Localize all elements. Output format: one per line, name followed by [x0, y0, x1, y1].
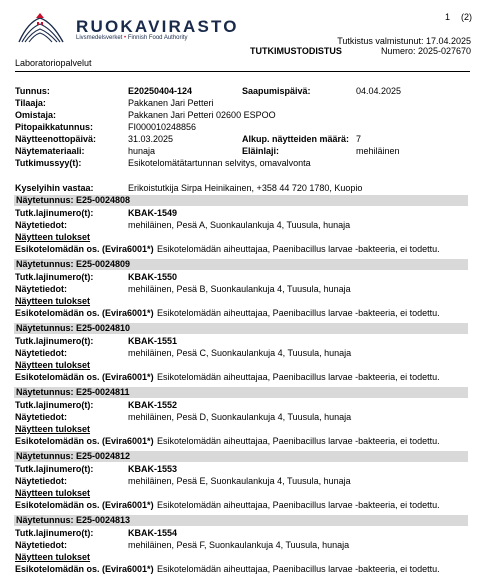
- naytteenotto-value: 31.03.2025: [128, 134, 174, 144]
- tulokset-heading: Näytteen tulokset: [15, 232, 91, 242]
- naytteenotto-label: Näytteenottopäivä:: [15, 134, 97, 144]
- elainlaji-value: mehiläinen: [356, 146, 400, 156]
- naytetiedot-label: Näytetiedot:: [15, 220, 68, 230]
- sample-header-bar: [14, 195, 468, 206]
- result-value: Esikotelomädän aiheuttajaa, Paenibacillus larvae -bakteeria, ei todettu.: [157, 308, 440, 318]
- naytetiedot-value: mehiläinen, Pesä A, Suonkaulankuja 4, Tuusula, hunaja: [128, 220, 351, 230]
- kbak-value: KBAK-1551: [128, 336, 178, 346]
- materiaali-value: hunaja: [128, 146, 156, 156]
- result-label: Esikotelomädän os. (Evira6001*): [15, 308, 154, 318]
- elainlaji-label: Eläinlaji:: [242, 146, 280, 156]
- naytetiedot-label: Näytetiedot:: [15, 540, 68, 550]
- tunnus-value: E20250404-124: [128, 86, 193, 96]
- page-total: (2): [461, 12, 472, 22]
- sample-id: Näytetunnus: E25-0024809: [16, 259, 131, 269]
- lajinumero-label: Tutk.lajinumero(t):: [15, 336, 94, 346]
- sample-header-bar: [14, 323, 468, 334]
- page-number: 1: [445, 12, 451, 22]
- result-label: Esikotelomädän os. (Evira6001*): [15, 244, 154, 254]
- tilaaja-label: Tilaaja:: [15, 98, 46, 108]
- alkup-value: 7: [356, 134, 362, 144]
- kbak-value: KBAK-1554: [128, 528, 178, 538]
- lajinumero-label: Tutk.lajinumero(t):: [15, 272, 94, 282]
- naytetiedot-value: mehiläinen, Pesä E, Suonkaulankuja 4, Tuusula, hunaja: [128, 476, 351, 486]
- result-value: Esikotelomädän aiheuttajaa, Paenibacillus larvae -bakteeria, ei todettu.: [157, 244, 440, 254]
- kysely-value: Erikoistutkija Sirpa Heinikainen, +358 44 720 1780, Kuopio: [128, 183, 363, 193]
- kbak-value: KBAK-1549: [128, 208, 178, 218]
- tutkimussyy-label: Tutkimussyy(t):: [15, 158, 82, 168]
- sample-id: Näytetunnus: E25-0024812: [16, 451, 131, 461]
- document-number: Numero: 2025-027670: [380, 46, 471, 56]
- department: Laboratoriopalvelut: [15, 58, 92, 68]
- alkup-label: Alkup. näytteiden määrä:: [242, 134, 350, 144]
- pitopaikka-label: Pitopaikkatunnus:: [15, 122, 94, 132]
- ruokavirasto-logo-icon: [16, 12, 66, 44]
- sample-id: Näytetunnus: E25-0024813: [16, 515, 131, 525]
- result-label: Esikotelomädän os. (Evira6001*): [15, 372, 154, 382]
- tulokset-heading: Näytteen tulokset: [15, 424, 91, 434]
- lajinumero-label: Tutk.lajinumero(t):: [15, 464, 94, 474]
- naytetiedot-value: mehiläinen, Pesä D, Suonkaulankuja 4, Tuusula, hunaja: [128, 412, 352, 422]
- result-label: Esikotelomädän os. (Evira6001*): [15, 500, 154, 510]
- tulokset-heading: Näytteen tulokset: [15, 552, 91, 562]
- brand-name: RUOKAVIRASTO: [76, 17, 239, 36]
- naytetiedot-value: mehiläinen, Pesä B, Suonkaulankuja 4, Tuusula, hunaja: [128, 284, 351, 294]
- tulokset-heading: Näytteen tulokset: [15, 488, 91, 498]
- result-value: Esikotelomädän aiheuttajaa, Paenibacillus larvae -bakteeria, ei todettu.: [157, 436, 440, 446]
- lajinumero-label: Tutk.lajinumero(t):: [15, 400, 94, 410]
- completed-date: Tutkistus valmistunut: 17.04.2025: [337, 36, 471, 46]
- kbak-value: KBAK-1553: [128, 464, 178, 474]
- brand-subtitle: Livsmedelsverket • Finnish Food Authority: [76, 35, 188, 41]
- naytetiedot-label: Näytetiedot:: [15, 348, 68, 358]
- header-divider: [15, 71, 470, 72]
- document-title: TUTKIMUSTODISTUS: [250, 46, 342, 56]
- kysely-label: Kyselyihin vastaa:: [15, 183, 94, 193]
- sample-id: Näytetunnus: E25-0024810: [16, 323, 131, 333]
- saapumis-label: Saapumispäivä:: [242, 86, 311, 96]
- lajinumero-label: Tutk.lajinumero(t):: [15, 208, 94, 218]
- lajinumero-label: Tutk.lajinumero(t):: [15, 528, 94, 538]
- kbak-value: KBAK-1550: [128, 272, 178, 282]
- tulokset-heading: Näytteen tulokset: [15, 360, 91, 370]
- sample-id: Näytetunnus: E25-0024808: [16, 195, 131, 205]
- naytetiedot-value: mehiläinen, Pesä C, Suonkaulankuja 4, Tuusula, hunaja: [128, 348, 352, 358]
- materiaali-label: Näytemateriaali:: [15, 146, 85, 156]
- naytetiedot-label: Näytetiedot:: [15, 412, 68, 422]
- result-label: Esikotelomädän os. (Evira6001*): [15, 436, 154, 446]
- tutkimussyy-value: Esikotelomätätartunnan selvitys, omavalvonta: [128, 158, 311, 168]
- naytetiedot-label: Näytetiedot:: [15, 284, 68, 294]
- naytetiedot-value: mehiläinen, Pesä F, Suonkaulankuja 4, Tuusula, hunaja: [128, 540, 350, 550]
- tilaaja-value: Pakkanen Jari Petteri: [128, 98, 214, 108]
- pitopaikka-value: FI000010248856: [128, 122, 197, 132]
- result-label: Esikotelomädän os. (Evira6001*): [15, 564, 154, 574]
- sample-id: Näytetunnus: E25-0024811: [16, 387, 130, 397]
- sample-header-bar: [14, 387, 468, 398]
- tunnus-label: Tunnus:: [15, 86, 50, 96]
- sample-header-bar: [14, 259, 468, 270]
- result-value: Esikotelomädän aiheuttajaa, Paenibacillus larvae -bakteeria, ei todettu.: [157, 500, 440, 510]
- sample-header-bar: [14, 515, 468, 526]
- omistaja-label: Omistaja:: [15, 110, 57, 120]
- result-value: Esikotelomädän aiheuttajaa, Paenibacillus larvae -bakteeria, ei todettu.: [157, 564, 440, 574]
- result-value: Esikotelomädän aiheuttajaa, Paenibacillus larvae -bakteeria, ei todettu.: [157, 372, 440, 382]
- tulokset-heading: Näytteen tulokset: [15, 296, 91, 306]
- sample-header-bar: [14, 451, 468, 462]
- saapumis-value: 04.04.2025: [356, 86, 402, 96]
- omistaja-value: Pakkanen Jari Petteri 02600 ESPOO: [128, 110, 276, 120]
- kbak-value: KBAK-1552: [128, 400, 178, 410]
- naytetiedot-label: Näytetiedot:: [15, 476, 68, 486]
